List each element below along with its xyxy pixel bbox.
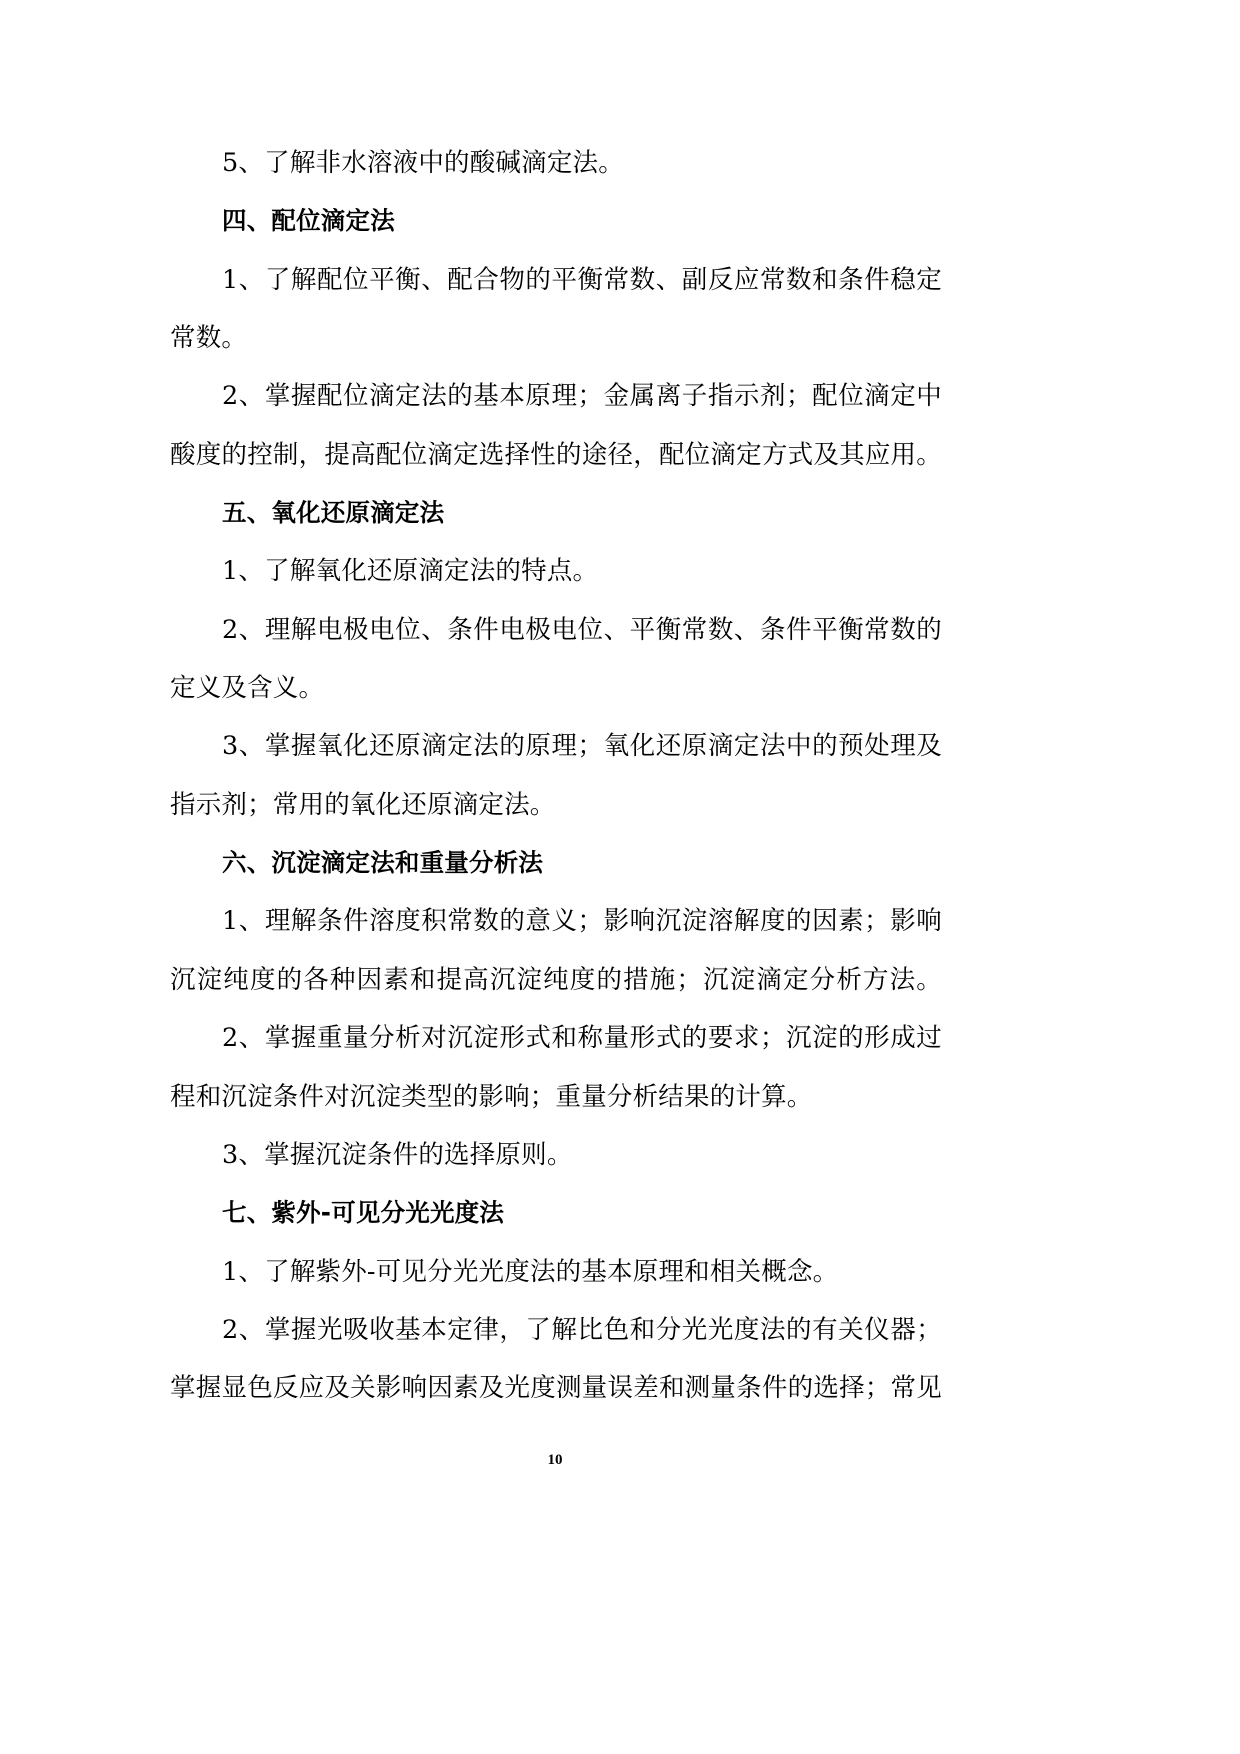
section-heading-4-complexometric: 四、配位滴定法	[222, 206, 395, 236]
list-item-precip-1-cont: 沉淀纯度的各种因素和提高沉淀纯度的措施；沉淀滴定分析方法。	[170, 964, 942, 995]
list-item-redox-3: 3、掌握氧化还原滴定法的原理；氧化还原滴定法中的预处理及	[222, 731, 942, 762]
section-heading-5-redox: 五、氧化还原滴定法	[222, 498, 445, 528]
section-heading-7-uv-vis: 七、紫外-可见分光光度法	[222, 1198, 505, 1228]
list-item-uvvis-2: 2、掌握光吸收基本定律，了解比色和分光光度法的有关仪器；	[222, 1314, 942, 1345]
list-item-redox-3-cont: 指示剂；常用的氧化还原滴定法。	[170, 789, 556, 820]
list-item-complex-1: 1、了解配位平衡、配合物的平衡常数、副反应常数和条件稳定	[222, 264, 942, 295]
page-number: 10	[547, 1452, 563, 1468]
list-item-complex-2: 2、掌握配位滴定法的基本原理；金属离子指示剂；配位滴定中	[222, 381, 942, 412]
page-body	[170, 138, 942, 1422]
list-item-complex-2-cont: 酸度的控制，提高配位滴定选择性的途径，配位滴定方式及其应用。	[170, 439, 942, 470]
list-item-complex-1-cont: 常数。	[170, 323, 248, 354]
list-item-redox-2-cont: 定义及含义。	[170, 673, 325, 704]
list-item-precip-2: 2、掌握重量分析对沉淀形式和称量形式的要求；沉淀的形成过	[222, 1023, 942, 1054]
list-item-redox-2: 2、理解电极电位、条件电极电位、平衡常数、条件平衡常数的	[222, 614, 942, 645]
list-item-uvvis-1: 1、了解紫外-可见分光光度法的基本原理和相关概念。	[222, 1256, 839, 1287]
section-heading-6-precipitation: 六、沉淀滴定法和重量分析法	[222, 848, 544, 878]
list-item-precip-1: 1、理解条件溶度积常数的意义；影响沉淀溶解度的因素；影响	[222, 906, 942, 937]
list-item-precip-3: 3、掌握沉淀条件的选择原则。	[222, 1139, 573, 1170]
list-item-redox-1: 1、了解氧化还原滴定法的特点。	[222, 556, 599, 587]
list-item-precip-2-cont: 程和沉淀条件对沉淀类型的影响；重量分析结果的计算。	[170, 1081, 813, 1112]
list-item-acid-base-5: 5、了解非水溶液中的酸碱滴定法。	[222, 148, 624, 178]
list-item-uvvis-2-cont: 掌握显色反应及关影响因素及光度测量误差和测量条件的选择；常见	[170, 1373, 942, 1404]
